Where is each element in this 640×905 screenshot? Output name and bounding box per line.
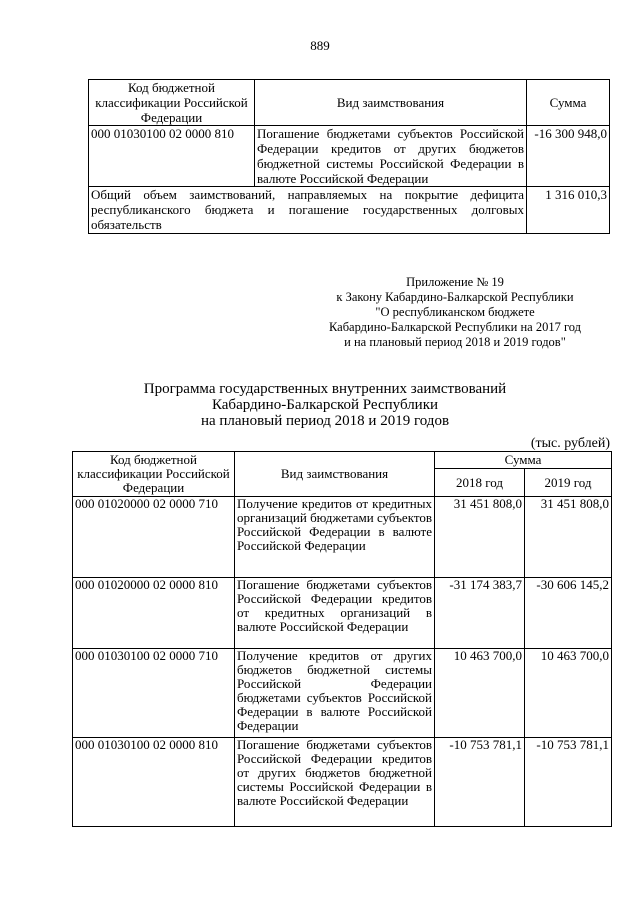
row-amount: -16 300 948,0 [527, 126, 610, 187]
row-code: 000 01020000 02 0000 810 [73, 578, 235, 649]
page-number: 889 [310, 38, 330, 53]
row-value-2019: 31 451 808,0 [525, 497, 612, 578]
table-row [73, 649, 612, 738]
header-type: Вид заимствования [255, 80, 527, 126]
row-value-2018: -31 174 383,7 [435, 578, 525, 649]
row-code: 000 01030100 02 0000 810 [73, 738, 235, 827]
appendix-line: к Закону Кабардино-Балкарской Республики [336, 290, 574, 304]
row-code: 000 01030100 02 0000 710 [73, 649, 235, 738]
header-amount: Сумма [527, 80, 610, 126]
appendix-line: и на плановый период 2018 и 2019 годов" [344, 335, 566, 349]
units-label: (тыс. рублей) [530, 436, 610, 451]
title-line: Программа государственных внутренних заимствований [143, 381, 507, 397]
row-value-2019: -30 606 145,2 [525, 578, 612, 649]
row-value-2018: 10 463 700,0 [435, 649, 525, 738]
row-description: Погашение бюджетами субъектов Российской Федерации кредитов от других бюджетов бюджетной системы Российской Федерации в валюте Российской Федерации [255, 126, 527, 187]
table-row [73, 497, 612, 578]
total-label: Общий объем заимствований, направляемых на покрытие дефицита республиканского бюджета и погашение государственных долговых обязательств [89, 187, 527, 234]
row-description: Получение кредитов от других бюджетов бюджетной системы Российской Федерации бюджетами субъектов Российской Федерации в валюте Российской Федерации [235, 649, 435, 738]
total-row [89, 187, 610, 234]
row-code: 000 01030100 02 0000 810 [89, 126, 255, 187]
appendix-line: Приложение № 19 [406, 275, 504, 289]
table-row [73, 738, 612, 827]
title-line: Кабардино-Балкарской Республики [211, 397, 439, 413]
table-row [73, 578, 612, 649]
title-line: на плановый период 2018 и 2019 годов [200, 413, 450, 429]
row-value-2018: -10 753 781,1 [435, 738, 525, 827]
table-row [89, 126, 610, 187]
appendix-line: "О республиканском бюджете [375, 305, 535, 319]
header-2019: 2019 год [525, 469, 612, 497]
row-value-2019: 10 463 700,0 [525, 649, 612, 738]
header-2018: 2018 год [435, 469, 525, 497]
appendix-line: Кабардино-Балкарской Республики на 2017 год [328, 320, 582, 334]
header-type: Вид заимствования [235, 452, 435, 497]
row-description: Получение кредитов от кредитных организаций бюджетами субъектов Российской Федерации в валюте Российской Федерации [235, 497, 435, 578]
header-code: Код бюджетной классификации Российской Федерации [73, 452, 235, 497]
appendix-reference [305, 275, 605, 350]
header-code: Код бюджетной классификации Российской Федерации [89, 80, 255, 126]
row-description: Погашение бюджетами субъектов Российской Федерации кредитов от других бюджетов бюджетной системы Российской Федерации в валюте Российской Федерации [235, 738, 435, 827]
row-value-2018: 31 451 808,0 [435, 497, 525, 578]
table-header-row [89, 80, 610, 126]
borrowing-table-continued [88, 79, 610, 234]
borrowing-program-table [72, 451, 612, 827]
table-header-row [73, 452, 612, 469]
row-value-2019: -10 753 781,1 [525, 738, 612, 827]
row-code: 000 01020000 02 0000 710 [73, 497, 235, 578]
row-description: Погашение бюджетами субъектов Российской Федерации кредитов от кредитных организаций в валюте Российской Федерации [235, 578, 435, 649]
header-sum: Сумма [435, 452, 612, 469]
document-title [0, 381, 640, 429]
total-amount: 1 316 010,3 [527, 187, 610, 234]
